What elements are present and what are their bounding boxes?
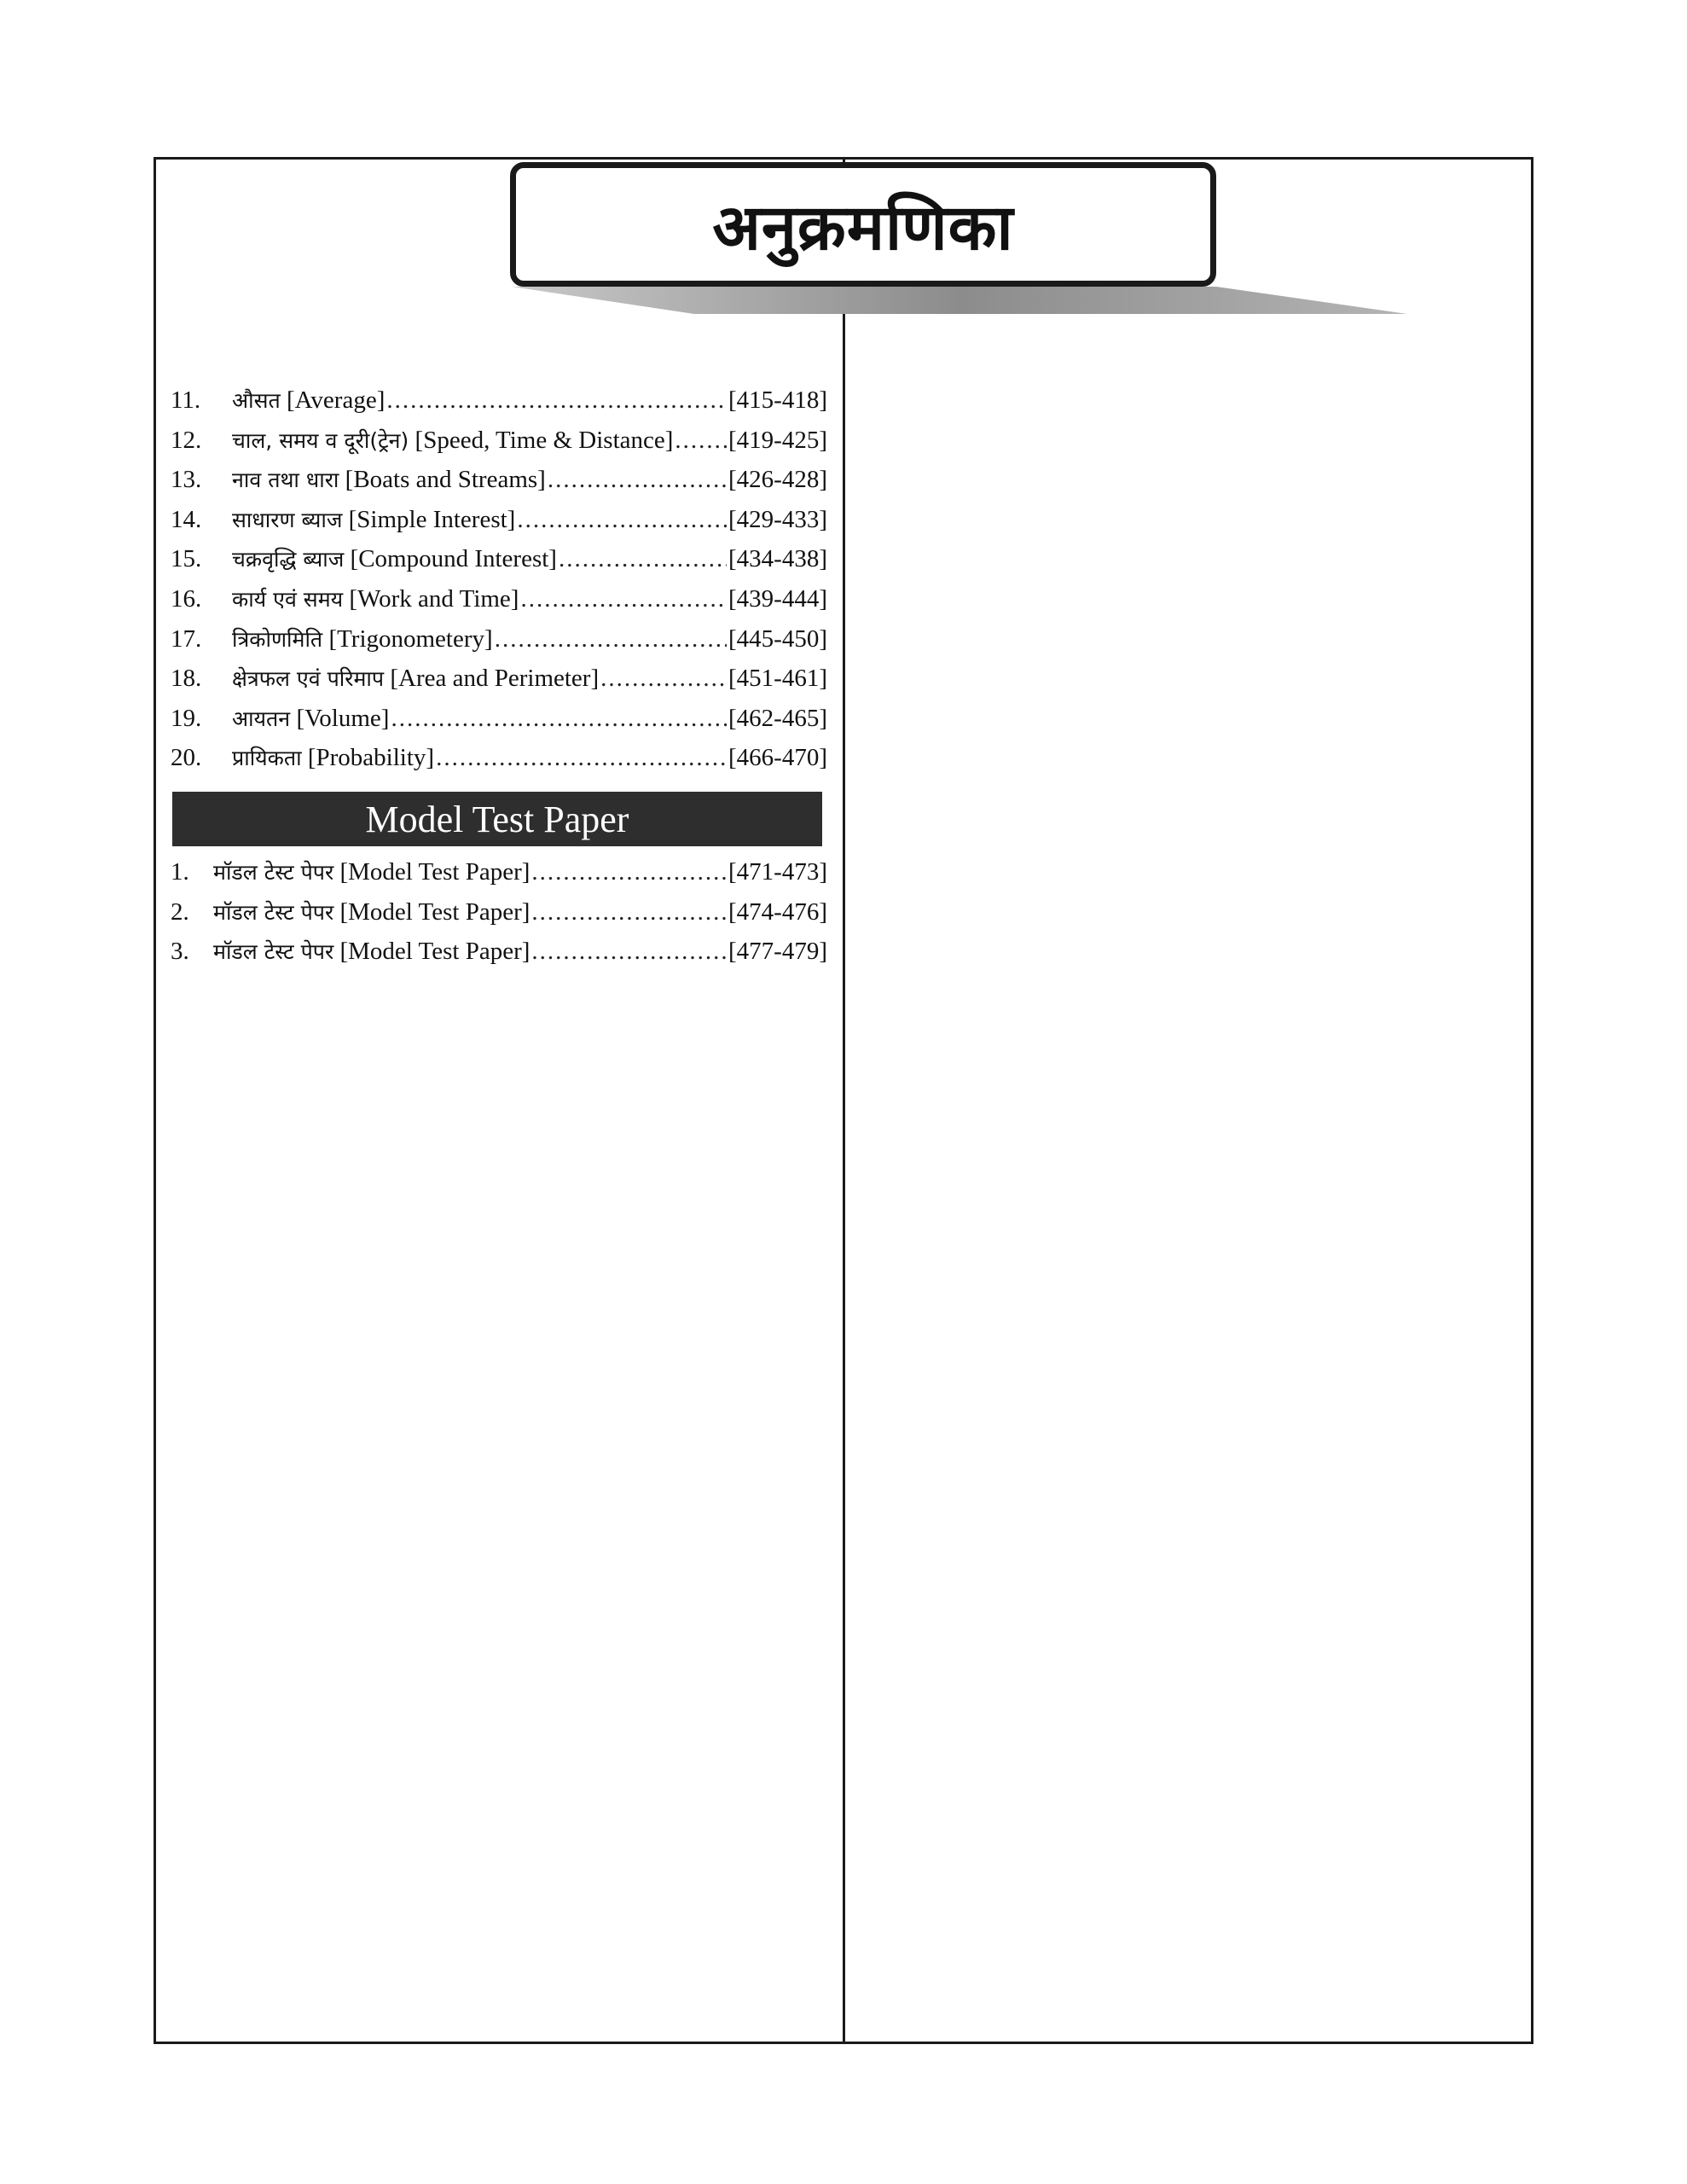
toc-english: [Model Test Paper] xyxy=(339,938,530,966)
model-test-list xyxy=(171,857,827,977)
section-heading-bar xyxy=(172,792,822,846)
dot-leader xyxy=(495,625,727,653)
toc-label xyxy=(232,386,385,415)
dot-leader xyxy=(531,858,727,886)
dot-leader xyxy=(391,705,727,733)
title-box xyxy=(510,162,1216,287)
toc-pages: [426-428] xyxy=(728,466,827,494)
dot-leader xyxy=(600,665,727,693)
toc-hindi: साधारण ब्याज xyxy=(232,507,343,532)
toc-hindi: चाल, समय व दूरी(ट्रेन) xyxy=(232,427,409,453)
toc-hindi: औसत xyxy=(232,388,281,413)
toc-pages: [439-444] xyxy=(728,584,827,613)
toc-english: [Probability] xyxy=(307,744,435,772)
dot-leader xyxy=(531,938,727,966)
toc-hindi: क्षेत्रफल एवं परिमाप xyxy=(232,666,385,692)
toc-english: [Average] xyxy=(286,386,386,414)
toc-row[interactable] xyxy=(171,937,827,977)
toc-label xyxy=(213,857,530,886)
page-title: अनुक्रमणिका xyxy=(712,190,1014,264)
toc-row[interactable] xyxy=(171,386,827,426)
toc-label xyxy=(232,584,519,613)
toc-number: 3. xyxy=(171,938,189,966)
toc-number: 2. xyxy=(171,897,189,926)
toc-row[interactable] xyxy=(171,584,827,624)
toc-label xyxy=(232,624,493,653)
toc-label xyxy=(232,465,546,494)
dot-leader xyxy=(436,744,727,772)
dot-leader xyxy=(548,466,727,494)
toc-english: [Model Test Paper] xyxy=(339,897,530,926)
toc-row[interactable] xyxy=(171,426,827,466)
toc-hindi: प्रायिकता xyxy=(232,746,302,771)
toc-label xyxy=(213,897,530,926)
toc-row[interactable] xyxy=(171,544,827,584)
toc-label xyxy=(232,544,557,573)
toc-number: 12. xyxy=(171,426,202,454)
toc-pages: [466-470] xyxy=(728,744,827,772)
toc-row[interactable] xyxy=(171,897,827,938)
dot-leader xyxy=(559,545,727,573)
toc-pages: [445-450] xyxy=(728,624,827,653)
toc-row[interactable] xyxy=(171,857,827,897)
toc-label xyxy=(232,505,515,534)
toc-number: 19. xyxy=(171,704,202,732)
toc-number: 17. xyxy=(171,624,202,653)
toc-english: [Compound Interest] xyxy=(350,545,557,573)
toc-hindi: आयतन xyxy=(232,706,291,731)
toc-english: [Boats and Streams] xyxy=(345,466,546,494)
toc-row[interactable] xyxy=(171,704,827,744)
toc-pages: [462-465] xyxy=(728,704,827,732)
toc-hindi: त्रिकोणमिति xyxy=(232,626,323,652)
dot-leader xyxy=(517,506,727,534)
toc-hindi: नाव तथा धारा xyxy=(232,468,339,493)
toc-number: 14. xyxy=(171,505,202,533)
toc-number: 11. xyxy=(171,386,201,414)
toc-pages: [477-479] xyxy=(728,938,827,966)
toc-english: [Simple Interest] xyxy=(348,505,516,533)
toc-label xyxy=(232,704,389,733)
toc-pages: [471-473] xyxy=(728,858,827,886)
toc-pages: [415-418] xyxy=(728,386,827,414)
toc-pages: [474-476] xyxy=(728,897,827,926)
toc-hindi: मॉडल टेस्ट पेपर xyxy=(213,899,334,925)
toc-english: [Trigonometery] xyxy=(328,624,493,653)
toc-pages: [451-461] xyxy=(728,665,827,693)
toc-english: [Area and Perimeter] xyxy=(390,665,600,693)
toc-hindi: चक्रवृद्धि ब्याज xyxy=(232,547,345,572)
toc-pages: [434-438] xyxy=(728,545,827,573)
dot-leader xyxy=(675,427,727,455)
toc-label xyxy=(232,426,673,455)
toc-label xyxy=(232,664,599,693)
toc-label xyxy=(232,743,434,772)
toc-number: 13. xyxy=(171,466,202,494)
toc-row[interactable] xyxy=(171,664,827,704)
toc-number: 20. xyxy=(171,744,202,772)
toc-english: [Work and Time] xyxy=(349,584,519,613)
toc-row[interactable] xyxy=(171,743,827,783)
toc-row[interactable] xyxy=(171,465,827,505)
toc-number: 18. xyxy=(171,665,202,693)
toc-english: [Model Test Paper] xyxy=(339,858,530,886)
toc-english: [Speed, Time & Distance] xyxy=(415,426,674,454)
section-heading: Model Test Paper xyxy=(365,798,629,840)
toc-hindi: मॉडल टेस्ट पेपर xyxy=(213,860,334,885)
toc-row[interactable] xyxy=(171,505,827,545)
column-divider xyxy=(843,157,845,2044)
toc-list xyxy=(171,386,827,783)
toc-number: 1. xyxy=(171,858,189,886)
dot-leader xyxy=(520,585,727,613)
toc-english: [Volume] xyxy=(296,704,390,732)
toc-number: 16. xyxy=(171,584,202,613)
dot-leader xyxy=(386,386,727,415)
toc-label xyxy=(213,937,530,966)
toc-number: 15. xyxy=(171,545,202,573)
dot-leader xyxy=(531,898,727,926)
toc-row[interactable] xyxy=(171,624,827,665)
title-shadow xyxy=(512,287,1407,314)
toc-pages: [429-433] xyxy=(728,505,827,533)
toc-hindi: कार्य एवं समय xyxy=(232,586,344,612)
toc-pages: [419-425] xyxy=(728,426,827,454)
toc-hindi: मॉडल टेस्ट पेपर xyxy=(213,939,334,965)
